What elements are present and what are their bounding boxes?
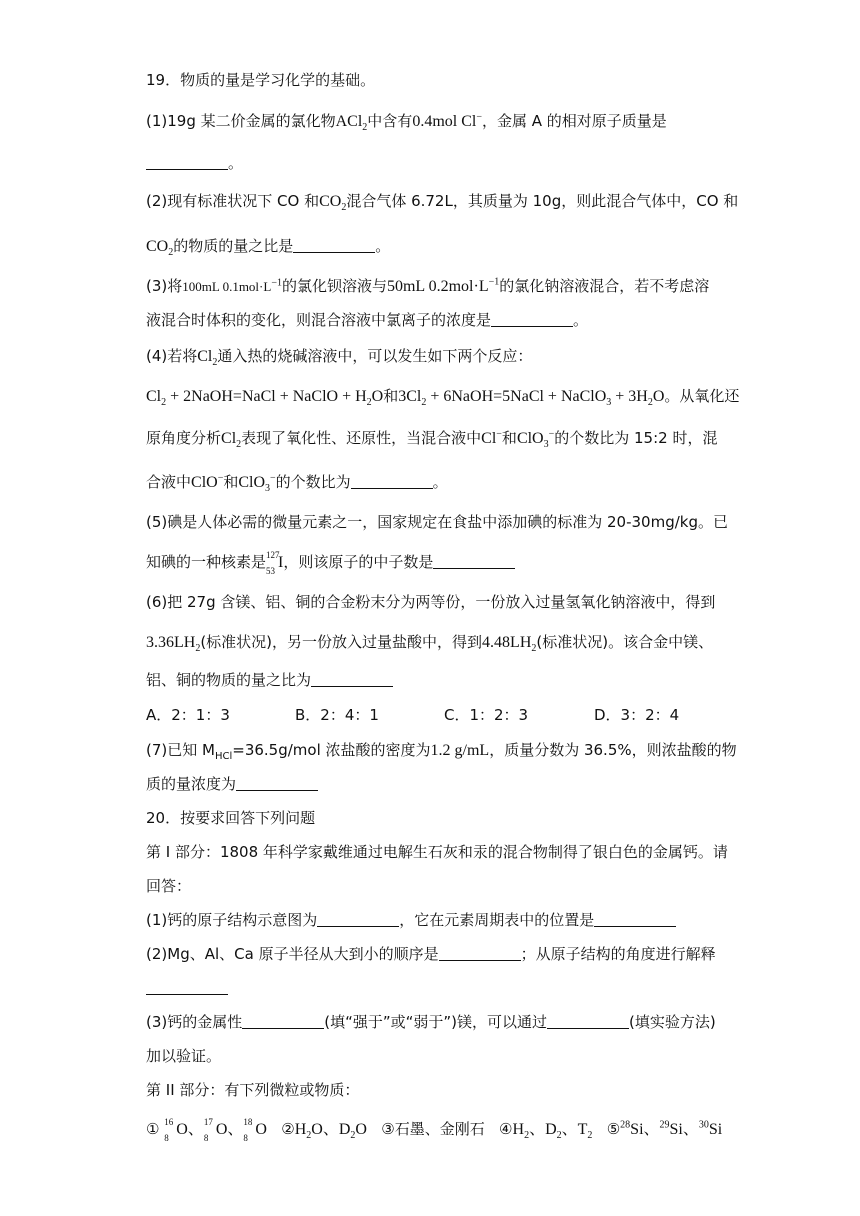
q19-part3-cont: 液混合时体积的变化，则混合溶液中氯离子的浓度是 。 (146, 311, 589, 329)
iodine-isotope: 127 53 I (266, 550, 284, 576)
option-a[interactable]: A．2：1：3 (146, 706, 230, 724)
oxygen-isotopes: 16 8 O、 17 8 O、 18 8 O (164, 1117, 267, 1143)
q19-part6: (6)把 27g 含镁、铝、铜的合金粉末分为两等份，一份放入过量氢氧化钠溶液中，得到 (146, 593, 716, 611)
answer-blank[interactable] (311, 672, 393, 687)
q20-section1: 第 I 部分：1808 年科学家戴维通过电解生石灰和汞的混合物制得了银白色的金属钙。请 (146, 843, 728, 861)
q19-part5-cont: 知碘的一种核素是 127 53 I，则该原子的中子数是 (146, 551, 808, 574)
q19-part6-cont2: 铝、铜的物质的量之比为 (146, 669, 808, 691)
q19-title: 19．物质的量是学习化学的基础。 (146, 71, 376, 89)
answer-blank[interactable] (242, 1014, 324, 1029)
q20-section1-cont: 回答： (146, 877, 192, 895)
answer-blank[interactable] (146, 980, 228, 995)
q19-part7-cont: 质的量浓度为 (146, 773, 808, 795)
answer-blank[interactable] (293, 238, 375, 253)
answer-blank[interactable] (594, 912, 676, 927)
q19-part4: (4)若将$Cl_2$通入热的烧碱溶液中，可以发生如下两个反应： (146, 347, 533, 369)
q20-part2: (2)Mg、Al、Ca 原子半径从大到小的顺序是 ；从原子结构的角度进行解释 (146, 945, 716, 963)
q19-part6-cont: $3.36LH_2$(标准状况)，另一份放入过量盐酸中，得到$4.48LH_2$(标准状况)。该合金中镁、 (146, 633, 714, 655)
q20-part3: (3)钙的金属性 (填“强于”或“弱于”)镁，可以通过 (填实验方法) (146, 1013, 716, 1031)
q20-part1: (1)钙的原子结构示意图为 ，它在元素周期表中的位置是 (146, 909, 808, 931)
answer-blank[interactable] (146, 155, 228, 170)
answer-blank[interactable] (351, 474, 433, 489)
option-c[interactable]: C．1：2：3 (444, 706, 529, 724)
q19-part1: (1)19g 某二价金属的氯化物ACl$_2$中含有0.4mol Cl−，金属 A 的相对原子质量是 (146, 111, 667, 134)
q19-part1-answer: 。 (146, 152, 808, 174)
option-d[interactable]: D．3：2：4 (594, 706, 680, 724)
q19-part7: (7)已知 $M_{HCl}=36.5g$/mol 浓盐酸的密度为1.2 g/mL，质量分数为 36.5%，则浓盐酸的物 (146, 741, 737, 762)
answer-blank[interactable] (317, 912, 399, 927)
q20-title: 20．按要求回答下列问题 (146, 809, 316, 827)
q19-part2: (2)现有标准状况下 CO 和$CO_2$混合气体 6.72L，其质量为 10g，则此混合气体中，CO 和 (146, 192, 739, 214)
q19-part2-cont: $CO_2$的物质的量之比是 。 (146, 237, 391, 259)
q19-part3: (3)将100mL $0.1mol\cdot L^{-1}$的氯化钡溶液与50mL $0.2mol\cdot L^{-1}$的氯化钠溶液混合，若不考虑溶 (146, 276, 710, 295)
q19-part5: (5)碘是人体必需的微量元素之一，国家规定在食盐中添加碘的标准为 20-30mg/kg。已 (146, 513, 729, 531)
answer-blank[interactable] (439, 946, 521, 961)
q20-item-list: ① 16 8 O、 17 8 O、 18 8 O $②H_2O$、$D_2O$ ③石墨、金刚石 $④H_2$、$D_2$、$T_2$ ⑤$^{28}$Si、$^{29}$Si、$^{30}$Si (146, 1117, 723, 1143)
q20-part3-cont: 加以验证。 (146, 1047, 222, 1065)
answer-blank[interactable] (433, 554, 515, 569)
q19-part4-equations: $Cl_2$ + 2NaOH=NaCl + NaClO + $H_2O$和$3Cl_2$ + 6NaOH=5NaCl + NaClO$_3$ + $3H_2O$。从氧化还 (146, 387, 740, 409)
answer-blank[interactable] (491, 312, 573, 327)
q20-part2-cont (146, 977, 808, 999)
answer-blank[interactable] (236, 776, 318, 791)
answer-blank[interactable] (547, 1014, 629, 1029)
option-b[interactable]: B．2：4：1 (295, 706, 379, 724)
q19-part4-cont: 原角度分析$Cl_2$表现了氧化性、还原性，当混合液中Cl−和ClO$_3$−的个数比为 15:2 时，混 (146, 428, 718, 451)
q20-section2: 第 II 部分：有下列微粒或物质： (146, 1081, 360, 1099)
q19-part4-cont2: 合液中ClO−和ClO$_3$−的个数比为 。 (146, 472, 448, 495)
